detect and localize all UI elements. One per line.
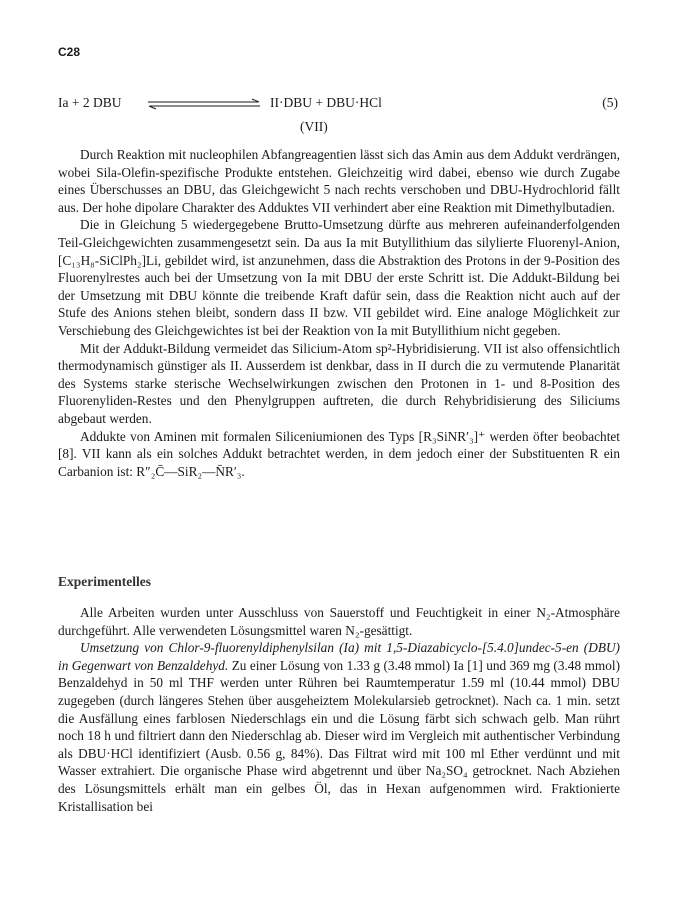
discussion-text xyxy=(58,146,620,480)
equation-product-label: (VII) xyxy=(300,119,328,134)
equilibrium-arrow-icon xyxy=(144,98,264,110)
paragraph: Alle Arbeiten wurden unter Ausschluss von Sauerstoff und Feuchtigkeit in einer N₂-Atmosphäre durchgeführt. Alle verwendeten Lösungsmittel waren N₂-gesättigt. xyxy=(58,605,620,638)
paragraph: Mit der Addukt-Bildung vermeidet das Silicium-Atom sp²-Hybridisierung. VII ist also offensichtlich thermodynamisch günstiger als II. Ausserdem ist denkbar, dass in II durch die zu vermutende Planarität des Systems starke sterische Wechselwirkungen zwischen den Protonen in 1- und 8-Position des Fluorenyliden-Restes und den Phenylgruppen auftreten, die durch Rehybridisierung des Siliciums abgebaut werden. xyxy=(58,340,620,426)
equation-left-side: Ia + 2 DBU xyxy=(58,95,122,110)
paragraph: Addukte von Aminen mit formalen Siliceniumionen des Typs [R₃SiNR′₃]⁺ werden öfter beobachtet [8]. VII kann als ein solches Addukt betrachtet werden, in dem jedoch einer der Substituenten R ein Carbanion ist: R″₂C̄—SiR₂—N̄R′₃. xyxy=(58,428,620,479)
section-heading: Experimentelles xyxy=(58,574,151,589)
equation-number: (5) xyxy=(602,95,618,110)
equation-right-side: II·DBU + DBU·HCl xyxy=(270,95,382,110)
experimental-text xyxy=(58,604,620,815)
paragraph: Die in Gleichung 5 wiedergegebene Brutto-Umsetzung dürfte aus mehreren aufeinanderfolgenden Teil-Gleichgewichten zusammengesetzt sein. Da aus Ia mit Butyllithium das silylierte Fluorenyl-Anion, [C₁₃H₈-SiClPh₂]Li, gebildet wird, ist anzunehmen, dass die Abstraktion des Protons in der 9-Position des Fluorenylrestes auch bei der Umsetzung von Ia mit DBU der erste Schritt ist. Die Addukt-Bildung bei der Umsetzung mit DBU könnte die treibende Kraft dafür sein, dass die Reaktion nicht auch auf der Stufe des Anions stehen bleibt, sondern dass II bzw. VII gebildet wird. Eine analoge Möglichkeit zur Verschiebung des Gleichgewichtes ist bei der Reaktion von Ia mit Butyllithium nicht gegeben. xyxy=(58,217,620,338)
procedure-paragraph xyxy=(58,639,620,815)
procedure-title: Umsetzung von Chlor-9-fluorenyldiphenylsilan (Ia) mit 1,5-Diazabicyclo-[5.4.0]undec-5-en (DBU) in Gegenwart von Benzaldehyd. xyxy=(58,640,620,673)
paragraph: Durch Reaktion mit nucleophilen Abfangreagentien lässt sich das Amin aus dem Addukt verdrängen, wobei Sila-Olefin-spezifische Produkte entstehen. Gleichzeitig wird dabei, ebenso wie durch Zugabe eines Überschusses an DBU, das Gleichgewicht 5 nach rechts verschoben und DBU-Hydrochlorid fällt aus. Der hohe dipolare Charakter des Adduktes VII verhindert aber eine Reaktion mit Dimethylbutadien. xyxy=(58,147,620,215)
reaction-equation xyxy=(58,95,618,139)
procedure-text: Zu einer Lösung von 1.33 g (3.48 mmol) Ia [1] und 369 mg (3.48 mmol) Benzaldehyd in 50 ml THF werden unter Rühren bei Raumtemperatur 1.59 ml (10.44 mmol) DBU zugegeben (durch längeres Stehen über ausgeheiztem Molekularsieb getrocknet). Nach ca. 1 min. setzt die Ausfällung eines farblosen Niederschlags ein und die Lösung färbt sich schwach gelb. Man rührt noch 18 h und filtriert dann den Niederschlag ab. Dieser wird im Vergleich mit authentischer Verbindung als DBU·HCl identifiziert (Ausb. 0.56 g, 84%). Das Filtrat wird mit 100 ml Ether verdünnt und mit Wasser extrahiert. Die organische Phase wird abgetrennt und über Na₂SO₄ getrocknet. Nach Abziehen des Lösungsmittels erhält man ein gelbes Öl, das in Hexan aufgenommen wird. Fraktionierte Kristallisation bei xyxy=(58,657,621,814)
page-number: C28 xyxy=(58,45,81,59)
